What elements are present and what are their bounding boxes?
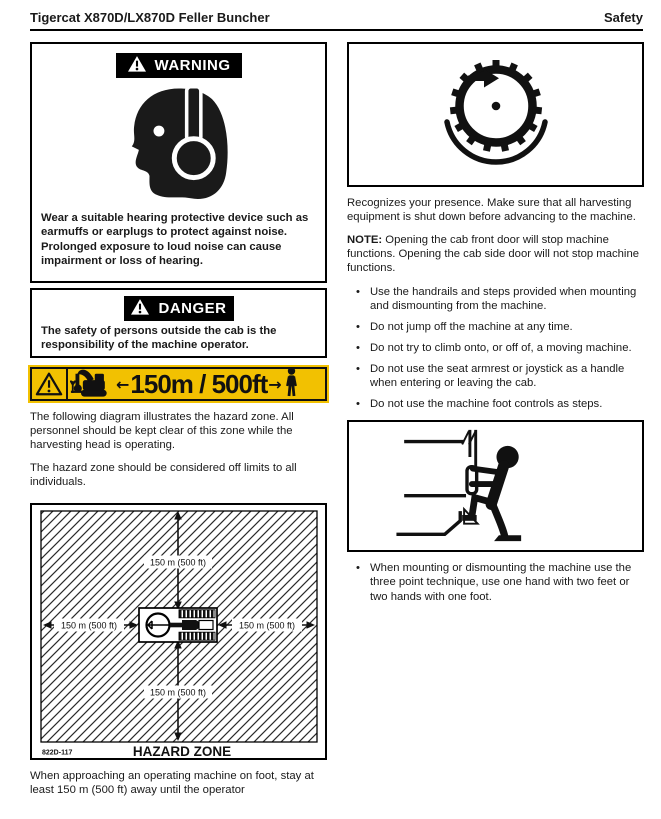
danger-label: DANGER	[158, 300, 227, 317]
mounting-bullet-text: When mounting or dismounting the machine use the three point technique, use one hand with two feet or two hands with one foot.	[370, 562, 632, 603]
bullet-glyph: •	[356, 362, 360, 375]
right-column	[347, 42, 644, 806]
bullet-glyph: •	[356, 285, 360, 298]
bullet-item: • Do not jump off the machine at any time.	[356, 320, 573, 333]
saw-disc-figure-box	[347, 42, 644, 187]
right-arrow: →	[268, 374, 282, 394]
page-title: Tigercat X870D/LX870D Feller Buncher	[30, 10, 270, 25]
bullet-glyph: •	[356, 320, 360, 333]
page-section-label: Safety	[603, 10, 643, 25]
two-column-layout	[30, 42, 643, 806]
diagram-caption: HAZARD ZONE	[132, 743, 232, 758]
machine-top-view-icon	[139, 608, 217, 642]
warning-header	[116, 53, 242, 78]
distance-text: 150m / 500ft	[130, 368, 268, 399]
hazard-zone-figure	[32, 505, 325, 758]
danger-triangle-icon	[130, 298, 150, 320]
page-header	[30, 10, 643, 25]
para-hazard-intro: The following diagram illustrates the hazard zone. All personnel should be kept clear of this zone while the harvesting head is operating.	[30, 411, 294, 452]
note-paragraph	[347, 233, 644, 275]
hazard-zone-diagram	[30, 503, 327, 760]
distance-label-left: 150 m (500 ft)	[60, 620, 118, 631]
bullet-glyph: •	[356, 398, 360, 411]
para-approach: When approaching an operating machine on foot, stay at least 150 m (500 ft) away until the operator	[30, 769, 314, 796]
bullet-list	[347, 285, 644, 412]
note-label: NOTE:	[347, 234, 383, 247]
danger-text: The safety of persons outside the cab is the responsibility of the machine operator.	[41, 325, 277, 352]
warning-triangle-outline-icon	[32, 369, 68, 399]
distance-label-bottom: 150 m (500 ft)	[149, 687, 207, 698]
bullet-item: • Do not use the machine foot controls as steps.	[356, 398, 603, 411]
warning-label: WARNING	[154, 57, 231, 74]
rotating-saw-disc-icon	[396, 56, 596, 174]
note-text: Opening the cab front door will stop machine functions. Opening the cab side door will not stop machine functions.	[347, 234, 640, 275]
climbing-person-icon	[371, 428, 621, 544]
distance-label-top: 150 m (500 ft)	[149, 557, 207, 568]
bullet-glyph: •	[356, 341, 360, 354]
danger-box	[30, 288, 327, 358]
header-rule	[30, 29, 643, 31]
bullet-glyph: •	[356, 562, 360, 575]
bullet-item: • Do not try to climb onto, or off of, a moving machine.	[356, 341, 632, 354]
para-off-limits: The hazard zone should be considered off limits to all individuals.	[30, 462, 297, 489]
person-icon	[284, 367, 299, 401]
para-recognize: Recognizes your presence. Make sure that all harvesting equipment is shut down before advancing to the machine.	[347, 197, 636, 224]
left-column	[30, 42, 327, 806]
warning-box	[30, 42, 327, 283]
warning-text: Wear a suitable hearing protective device such as earmuffs or earplugs to protect against noise. Prolonged exposure to loud noise can cause impairment or loss of hearing.	[41, 212, 309, 268]
bullet-item	[347, 561, 644, 603]
warning-triangle-icon	[127, 55, 147, 77]
mounting-figure-box	[347, 420, 644, 552]
bullet-item: • Do not use the seat armrest or joystick as a handle when entering or leaving the cab.	[356, 362, 625, 390]
danger-header	[124, 296, 234, 321]
hearing-protection-icon	[41, 85, 316, 208]
left-arrow: ←	[116, 374, 130, 394]
feller-buncher-icon	[70, 367, 114, 401]
distance-label-right: 150 m (500 ft)	[238, 620, 296, 631]
figure-id: 822D-117	[42, 749, 73, 757]
bullet-item: • Use the handrails and steps provided when mounting and dismounting from the machine.	[356, 285, 637, 312]
distance-warning-banner	[30, 367, 327, 401]
